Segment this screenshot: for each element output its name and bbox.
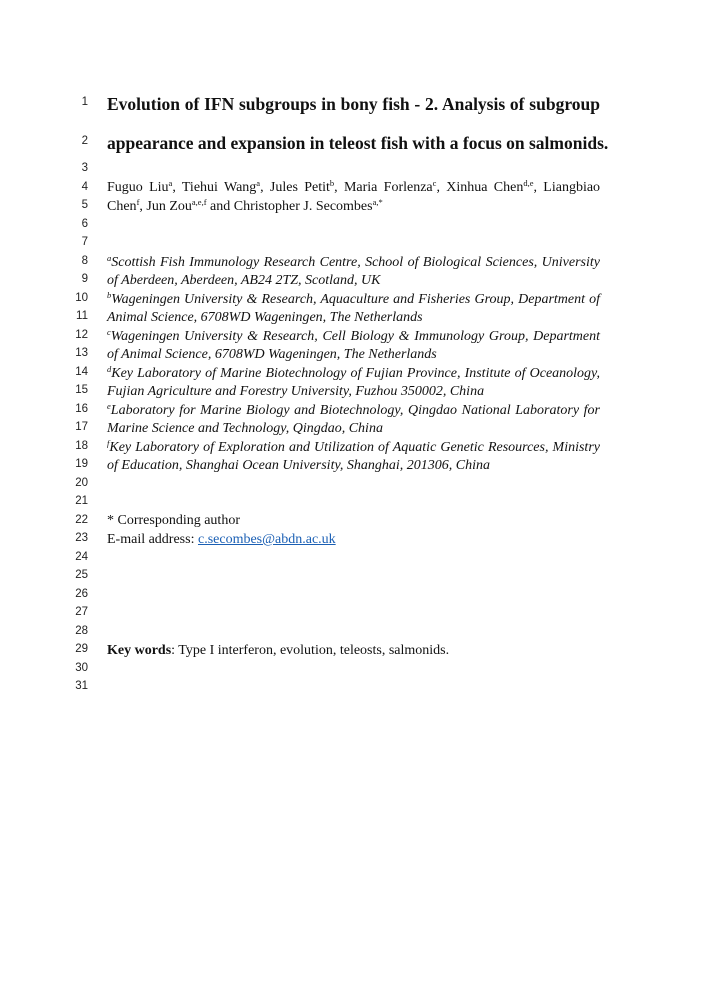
- line-number: 5: [81, 199, 88, 211]
- line-number: 16: [75, 402, 88, 415]
- author: Chen$^f$: [107, 197, 140, 214]
- affiliation-text: Laboratory for Marine Biology and Biotechnology, Qingdao National Laboratory for: [110, 402, 600, 418]
- author: Liangbiao: [543, 180, 601, 195]
- line-number: 18: [75, 439, 88, 452]
- affiliation-line: [107, 291, 600, 309]
- affiliation-line: [107, 420, 600, 438]
- affiliation-marker: e: [107, 400, 111, 411]
- author: Tiehui Wang$^a$: [181, 178, 261, 195]
- affiliation-text: Scottish Fish Immunology Research Centre, School of Biological Sciences, University: [111, 254, 600, 270]
- affiliation-text: of Animal Science, 6708WD Wageningen, The Netherlands: [107, 347, 437, 362]
- line-number: 3: [81, 162, 88, 174]
- line-number: 7: [81, 236, 88, 248]
- affiliation-line: [107, 309, 600, 327]
- line-number: 6: [81, 217, 88, 230]
- line-number: 24: [75, 550, 88, 563]
- affiliation-line: [107, 365, 600, 383]
- line-number: 10: [75, 291, 88, 304]
- affiliation-line: [107, 402, 600, 420]
- affiliation-marker: b: [107, 289, 112, 300]
- affiliation-text: Animal Science, 6708WD Wageningen, The Netherlands: [107, 310, 423, 325]
- affiliation-line: [107, 439, 600, 457]
- line-number: 22: [75, 513, 88, 526]
- affiliation-line: [107, 457, 600, 475]
- line-number: 25: [75, 569, 88, 581]
- line-number: 30: [75, 661, 88, 674]
- line-number: 19: [75, 458, 88, 470]
- line-number: 14: [75, 365, 88, 378]
- author: Jules Petit$^b$: [269, 178, 335, 195]
- author: Xinhua Chen$^{d,e}$: [446, 178, 534, 195]
- line-number: 28: [75, 624, 88, 637]
- keywords-text: : Type I interferon, evolution, teleosts, salmonids.: [171, 643, 450, 658]
- line-number: 15: [75, 384, 88, 396]
- paper-title-line-2: appearance and expansion in teleost fish with a focus on salmonids.: [107, 133, 609, 153]
- affiliation-text: Key Laboratory of Exploration and Utilization of Aquatic Genetic Resources, Ministry: [109, 439, 600, 455]
- line-number: 27: [75, 606, 88, 618]
- line-number: 13: [75, 347, 88, 359]
- line-number: 4: [81, 180, 88, 193]
- affiliation-marker: d: [107, 363, 112, 374]
- line-number: 31: [75, 680, 88, 692]
- affiliation-text: of Aberdeen, Aberdeen, AB24 2TZ, Scotland, UK: [107, 273, 381, 288]
- affiliation-text: Wageningen University & Research, Aquaculture and Fisheries Group, Department of: [111, 291, 600, 307]
- author: Jun Zou$^{a,e,f}$: [146, 197, 207, 214]
- paper-title-line-1: Evolution of IFN subgroups in bony fish - 2. Analysis of subgroup: [107, 94, 600, 114]
- line-number: 17: [75, 421, 88, 433]
- line-number: 12: [75, 328, 88, 341]
- line-number: 9: [81, 273, 88, 285]
- affiliation-text: Marine Science and Technology, Qingdao, China: [107, 421, 383, 436]
- affiliation-marker: f: [107, 437, 110, 448]
- line-number: 2: [81, 135, 88, 147]
- affiliation-line: [107, 272, 600, 290]
- affiliation-line: [107, 346, 600, 364]
- line-number: 11: [76, 310, 88, 322]
- affiliation-text: Wageningen University & Research, Cell Biology & Immunology Group, Department: [110, 328, 600, 344]
- keywords-label: Key words: [107, 643, 172, 658]
- email-line: [107, 531, 600, 549]
- author: Christopher J. Secombes$^{a,*}$: [233, 197, 383, 214]
- corresponding-author-label: * Corresponding author: [107, 513, 240, 528]
- affiliation-text: Fujian Agriculture and Forestry University, Fuzhou 350002, China: [107, 384, 485, 399]
- affiliation-marker: a: [107, 252, 112, 263]
- email-link[interactable]: c.secombes@abdn.ac.uk: [197, 532, 336, 547]
- keywords: [107, 642, 600, 660]
- line-number: 20: [75, 476, 88, 489]
- line-number: 29: [75, 643, 88, 655]
- author: Fuguo Liu$^a$: [107, 178, 173, 195]
- line-number: 23: [75, 532, 88, 544]
- affiliation-text: Key Laboratory of Marine Biotechnology of Fujian Province, Institute of Oceanology,: [111, 365, 600, 381]
- line-number: 1: [81, 96, 88, 108]
- affiliation-line: [107, 328, 600, 346]
- author-list-line-2: Chen$^f$, Jun Zou$^{a,e,f}$ and Christopher J. Secombes$^{a,*}$: [107, 197, 383, 214]
- affiliation-marker: c: [107, 326, 111, 337]
- affiliation-text: of Education, Shanghai Ocean University, Shanghai, 201306, China: [107, 458, 491, 473]
- line-number: 26: [75, 587, 88, 600]
- author-list-line-1: Fuguo Liu$^a$, Tiehui Wang$^a$, Jules Petit$^b$, Maria Forlenza$^c$, Xinhua Chen$^{d,e}$, Liangbiao: [107, 178, 601, 195]
- line-number: 21: [75, 495, 88, 507]
- affiliation-line: [107, 383, 600, 401]
- email-label: E-mail address:: [107, 532, 198, 547]
- affiliation-line: [107, 254, 600, 272]
- author: Maria Forlenza$^c$: [343, 178, 437, 195]
- line-number: 8: [81, 254, 88, 267]
